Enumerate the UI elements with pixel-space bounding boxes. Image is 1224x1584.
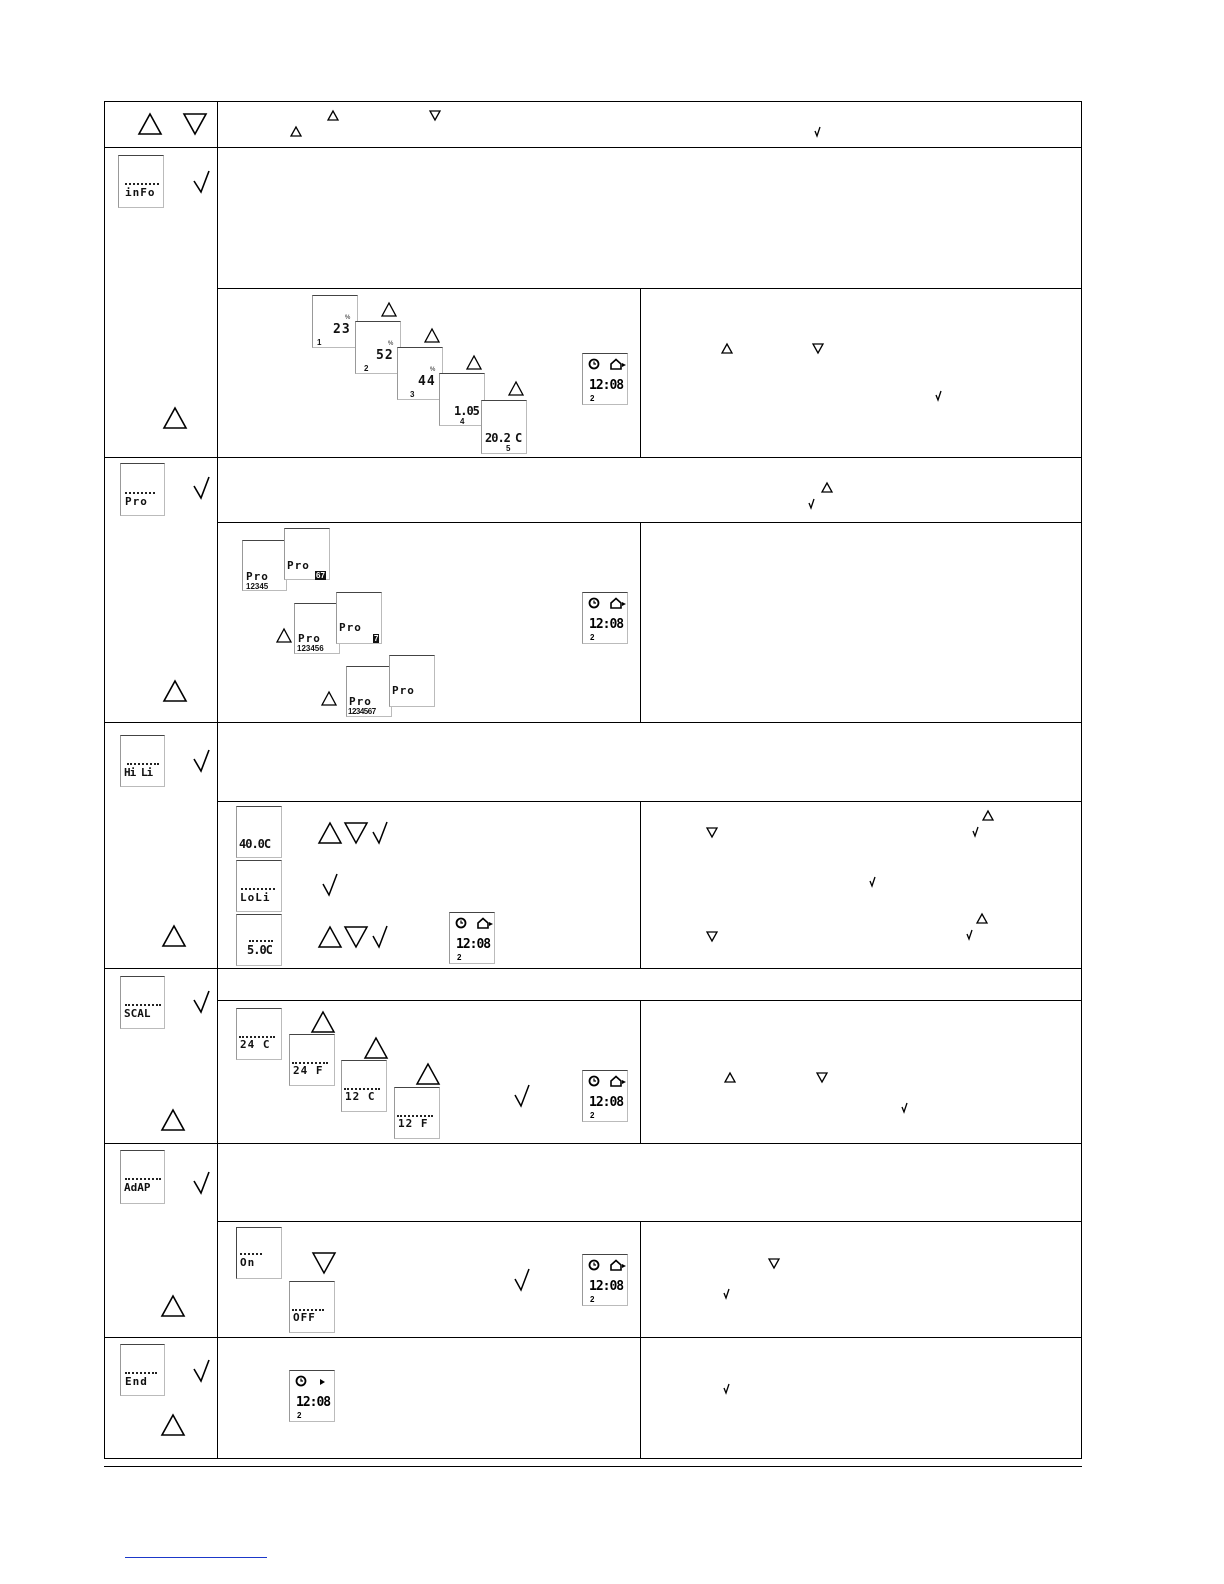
triangle-up-icon [319,823,341,843]
triangle-up-icon [139,114,161,134]
adap-display [120,1150,165,1204]
triangle-down-icon [184,114,206,134]
history-index: 3 [410,390,415,399]
pro-display [120,463,165,516]
history-index: 4 [460,417,465,426]
check-icon [194,171,209,192]
hili-display-text: Hi Li [124,766,153,779]
triangle-up-icon [425,329,439,342]
triangle-down-icon [769,1259,779,1268]
check-icon [902,1103,907,1112]
adap-display-text: AdAP [124,1181,151,1194]
clock-icon [295,1375,307,1387]
scale-option-12f: 12 F [394,1087,440,1139]
adapt-on-display: On [236,1227,282,1279]
check-icon [515,1269,529,1290]
clock-icon [588,597,600,609]
info-display [118,155,164,208]
scale-option-24c: 24 C [236,1008,282,1060]
check-icon [724,1289,729,1298]
history-index: 5 [506,444,511,453]
triangle-up-icon [162,1110,184,1130]
adapt-off-display: OFF [289,1281,335,1333]
clock-icon [588,1259,600,1271]
pro-option-67: Pro 67 [284,528,330,580]
triangle-down-icon [313,1253,335,1273]
check-icon [967,930,972,939]
triangle-up-icon [417,1064,439,1084]
check-icon [724,1384,729,1393]
check-icon [936,391,941,400]
check-icon [373,926,387,947]
footer-link-underline[interactable] [125,1557,267,1558]
triangle-up-icon [164,408,186,428]
history-value: 44 [418,374,436,389]
history-display-2: % 52 2 [355,321,401,374]
clock-icon [455,917,467,929]
triangle-down-icon [430,111,440,120]
scale-option-12c: 12 C [341,1060,387,1112]
home-icon [609,1259,627,1271]
triangle-down-icon [813,344,823,353]
check-icon [194,750,209,771]
triangle-up-icon [725,1073,735,1082]
check-icon [373,822,387,843]
check-icon [194,477,209,498]
pro-option-12345: Pro 12345 [242,540,287,591]
pro-option-7: Pro 7 [336,592,382,644]
triangle-up-icon [164,681,186,701]
history-display-4 [439,373,485,426]
home-icon [316,1375,334,1387]
triangle-up-icon [312,1012,334,1032]
triangle-up-icon [277,629,291,642]
triangle-down-icon [707,828,717,837]
triangle-up-icon [163,926,185,946]
triangle-down-icon [817,1073,827,1082]
lo-limit-display: 5.0C [236,914,282,966]
home-icon [609,597,627,609]
home-icon [609,358,627,370]
check-icon [870,877,875,886]
triangle-up-icon [467,356,481,369]
check-icon [323,874,337,895]
history-value: 1.05 [454,404,479,418]
check-icon [973,827,978,836]
end-display-text: End [125,1375,148,1388]
triangle-up-icon [509,382,523,395]
hili-display [120,735,165,787]
home-clock-display: 12:08 2 [289,1370,335,1422]
history-display-3: % 44 3 [397,347,443,400]
history-unit: C [515,431,524,445]
check-icon [815,127,820,136]
end-display [120,1344,165,1396]
triangle-up-icon [322,692,336,705]
home-clock-display: 12:08 2 [582,592,628,644]
home-clock-display: 12:08 2 [582,1070,628,1122]
triangle-up-icon [365,1038,387,1058]
scale-option-24f: 24 F [289,1034,335,1086]
clock-icon [588,358,600,370]
triangle-up-icon [822,483,832,492]
history-index: 2 [364,364,369,373]
triangle-up-icon [162,1296,184,1316]
history-value: 20.2 [485,431,510,445]
home-clock-display: 12:08 2 [449,912,495,964]
pro-option-1234567: Pro 1234567 [346,666,392,717]
home-clock-display: 12:08 2 [582,1254,628,1306]
triangle-up-icon [983,811,993,820]
history-index: 1 [317,338,322,347]
triangle-up-icon [328,111,338,120]
scal-display-text: SCAL [124,1007,151,1020]
triangle-up-icon [319,927,341,947]
home-icon [609,1075,627,1087]
check-icon [194,1360,209,1381]
triangle-up-icon [977,914,987,923]
home-icon [476,917,494,929]
check-icon [809,499,814,508]
scal-display [120,976,165,1029]
triangle-down-icon [707,932,717,941]
pro-option-123456: Pro 123456 [294,603,340,654]
check-icon [194,1172,209,1193]
pro-option-all: Pro [389,655,435,707]
history-display-5 [481,400,527,454]
history-display-1: % 23 1 [312,295,358,348]
lo-limit-label-display: LoLi [236,860,282,912]
hi-limit-display: 40.0C [236,806,282,858]
history-value: 23 [333,322,351,337]
check-icon [515,1085,529,1106]
triangle-down-icon [345,927,367,947]
info-display-text: inFo [125,186,156,199]
clock-icon [588,1075,600,1087]
triangle-up-icon [722,344,732,353]
triangle-up-icon [382,303,396,316]
triangle-up-icon [162,1415,184,1435]
triangle-up-icon [291,127,301,136]
triangle-down-icon [345,823,367,843]
pro-display-text: Pro [125,495,148,508]
check-icon [194,991,209,1012]
home-clock-display: 12:08 2 [582,353,628,405]
history-value: 52 [376,348,394,363]
